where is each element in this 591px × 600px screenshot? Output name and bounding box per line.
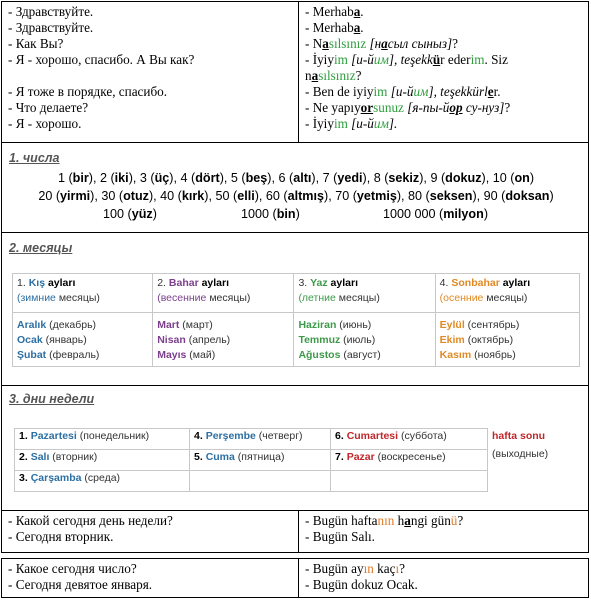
section-months-title: 2. месяцы [9, 241, 73, 255]
ru-line: - Как Вы? [8, 36, 64, 51]
tr-line: - Nasılsınız [насыл сыныз]? [305, 36, 458, 51]
dialog-weekday [1, 510, 589, 553]
day-sunday: 7. Pazar (воскресенье) [331, 450, 488, 471]
ru-line: - Что делаете? [8, 100, 89, 115]
number-word: altmış [287, 189, 325, 203]
tr-line: - Bugün dokuz Ocak. [305, 577, 418, 592]
number-million: 1000 000 (milyon) [383, 207, 489, 221]
number-digit: 3 ( [139, 171, 155, 185]
number-word: bir [72, 171, 89, 185]
numbers-row-1: 1 (bir), 2 (iki), 3 (üç), 4 (dört), 5 (beş), 6 (altı), 7 (yedi), 8 (sekiz), 9 (dokuz), 10 (on) [57, 171, 535, 185]
column-divider [298, 511, 299, 552]
season-name: Sonbahar [451, 277, 500, 289]
month-name: Şubat [17, 349, 47, 361]
number-word: bin [276, 207, 296, 221]
section-numbers [1, 142, 589, 233]
number-1000: 1000 (bin) [241, 207, 300, 221]
number-digit: 70 ( [335, 189, 357, 203]
month-name: Kasım [439, 349, 472, 361]
month-name: Mayıs [157, 349, 187, 361]
ru-line: - Сегодня девятое января. [8, 577, 153, 592]
months-cell: Haziran (июнь) Temmuz (июль) Ağustos (август) [294, 313, 435, 367]
numbers-row-2: 20 (yirmi), 30 (otuz), 40 (kırk), 50 (elli), 60 (altmış), 70 (yetmiş), 80 (seksen), 90 (doksan) [38, 189, 554, 203]
number-digit: 50 ( [215, 189, 238, 203]
months-row [13, 313, 580, 367]
dialog-date-turkish [305, 561, 585, 593]
ru-line: - Какое сегодня число? [8, 561, 137, 576]
dialog-weekday-turkish [305, 513, 585, 545]
section-days [1, 385, 589, 511]
season-cell: 2. Bahar ayları (весенние месяцы) [153, 274, 294, 313]
season-cell: 4. Sonbahar ayları (осенние месяцы) [435, 274, 579, 313]
month-name: Ocak [17, 334, 43, 346]
number-word: kırk [181, 189, 205, 203]
number-word: yetmiş [356, 189, 397, 203]
section-months [1, 232, 589, 386]
tr-line: - İyiyim [и-йим]. [305, 116, 398, 131]
days-table [14, 428, 575, 492]
number-digit: 10 ( [492, 171, 515, 185]
number-word: iki [114, 171, 129, 185]
number-digit: 20 ( [38, 189, 61, 203]
ru-line: - Я - хорошо, спасибо. А Вы как? [8, 52, 195, 67]
number-word: milyon [443, 207, 484, 221]
months-cell: Aralık (декабрь) Ocak (январь) Şubat (февраль) [13, 313, 153, 367]
day-friday: 5. Cuma (пятница) [190, 450, 331, 471]
tr-line: - Merhaba. [305, 4, 364, 19]
section-days-title: 3. дни недели [9, 392, 95, 406]
day-monday: 1. Pazartesi (понедельник) [15, 429, 190, 450]
tr-line: - Ben de iyiyim [и-йим], teşekkürler. [305, 84, 501, 99]
month-name: Mart [157, 319, 180, 331]
number-digit: 4 ( [180, 171, 196, 185]
number-word: yüz [131, 207, 153, 221]
tr-line: - Bugün ayın kaçı? [305, 561, 406, 576]
number-word: beş [245, 171, 268, 185]
season-name: Bahar [168, 277, 199, 289]
month-name: Ekim [439, 334, 465, 346]
seasons-row [13, 274, 580, 313]
number-digit: 1 ( [57, 171, 73, 185]
tr-line: - Bugün haftanın hangi günü? [305, 513, 464, 528]
number-digit: 60 ( [265, 189, 288, 203]
dialog-greeting-russian [8, 4, 293, 132]
months-cell: Eylül (сентябрь) Ekim (октябрь) Kasım (ноябрь) [435, 313, 579, 367]
tr-line: - İyiyim [и-йим], teşekkür ederim. Siz [305, 52, 508, 67]
column-divider [298, 559, 299, 597]
ru-line: - Я тоже в порядке, спасибо. [8, 84, 168, 99]
number-word: seksen [429, 189, 473, 203]
day-wednesday: 3. Çarşamba (среда) [15, 471, 190, 492]
weekend: hafta sonu (выходные) [492, 429, 549, 460]
ru-line: - Какой сегодня день недели? [8, 513, 173, 528]
number-word: elli [237, 189, 255, 203]
number-word: dört [195, 171, 220, 185]
page [1, 1, 589, 598]
season-name: Kış [28, 277, 46, 289]
column-divider [298, 2, 299, 142]
number-digit: 7 ( [322, 171, 338, 185]
number-word: dokuz [445, 171, 482, 185]
number-digit: 5 ( [230, 171, 246, 185]
month-name: Aralık [17, 319, 47, 331]
tr-line: - Ne yapıyorsunuz [я-пы-йор су-нуз]? [305, 100, 511, 115]
tr-line: - Bugün Salı. [305, 529, 375, 544]
number-digit: 40 ( [160, 189, 182, 203]
number-digit: 100 ( [103, 207, 132, 221]
number-word: üç [154, 171, 170, 185]
number-100: 100 (yüz) [103, 207, 157, 221]
dialog-date-russian [8, 561, 293, 593]
season-name: Yaz [310, 277, 328, 289]
number-digit: 8 ( [373, 171, 389, 185]
months-cell: Mart (март) Nisan (апрель) Mayıs (май) [153, 313, 294, 367]
month-name: Haziran [298, 319, 337, 331]
months-table [12, 273, 580, 367]
number-digit: 30 ( [101, 189, 124, 203]
dialog-greeting [1, 1, 589, 143]
number-digit: 9 ( [430, 171, 446, 185]
dialog-greeting-turkish [305, 4, 585, 132]
number-digit: 90 ( [483, 189, 506, 203]
tr-line: - Merhaba. [305, 20, 364, 35]
month-name: Ağustos [298, 349, 341, 361]
ru-line: - Я - хорошо. [8, 116, 82, 131]
dialog-weekday-russian [8, 513, 293, 545]
number-word: yedi [337, 171, 363, 185]
tr-line: nasılsınız? [305, 68, 362, 83]
number-digit: 80 ( [408, 189, 430, 203]
number-word: yirmi [60, 189, 91, 203]
number-word: otuz [123, 189, 149, 203]
number-word: altı [293, 171, 312, 185]
day-saturday: 6. Cumartesi (суббота) [331, 429, 488, 450]
season-cell: 3. Yaz ayları (летние месяцы) [294, 274, 435, 313]
number-word: sekiz [388, 171, 420, 185]
month-name: Eylül [439, 319, 465, 331]
number-digit: 1000 ( [241, 207, 277, 221]
number-word: on [514, 171, 530, 185]
month-name: Temmuz [298, 334, 341, 346]
empty-cell [190, 471, 331, 492]
day-thursday: 4. Perşembe (четверг) [190, 429, 331, 450]
ru-line: - Сегодня вторник. [8, 529, 114, 544]
ru-line: - Здравствуйте. [8, 20, 94, 35]
dialog-date [1, 558, 589, 598]
ru-line: - Здравствуйте. [8, 4, 94, 19]
day-tuesday: 2. Salı (вторник) [15, 450, 190, 471]
number-digit: 2 ( [99, 171, 115, 185]
number-digit: 6 ( [278, 171, 294, 185]
number-word: doksan [505, 189, 550, 203]
season-cell: 1. Kış ayları (зимние месяцы) [13, 274, 153, 313]
section-numbers-title: 1. числа [9, 151, 60, 165]
number-digit: 1000 000 ( [383, 207, 444, 221]
month-name: Nisan [157, 334, 186, 346]
empty-cell [331, 471, 488, 492]
